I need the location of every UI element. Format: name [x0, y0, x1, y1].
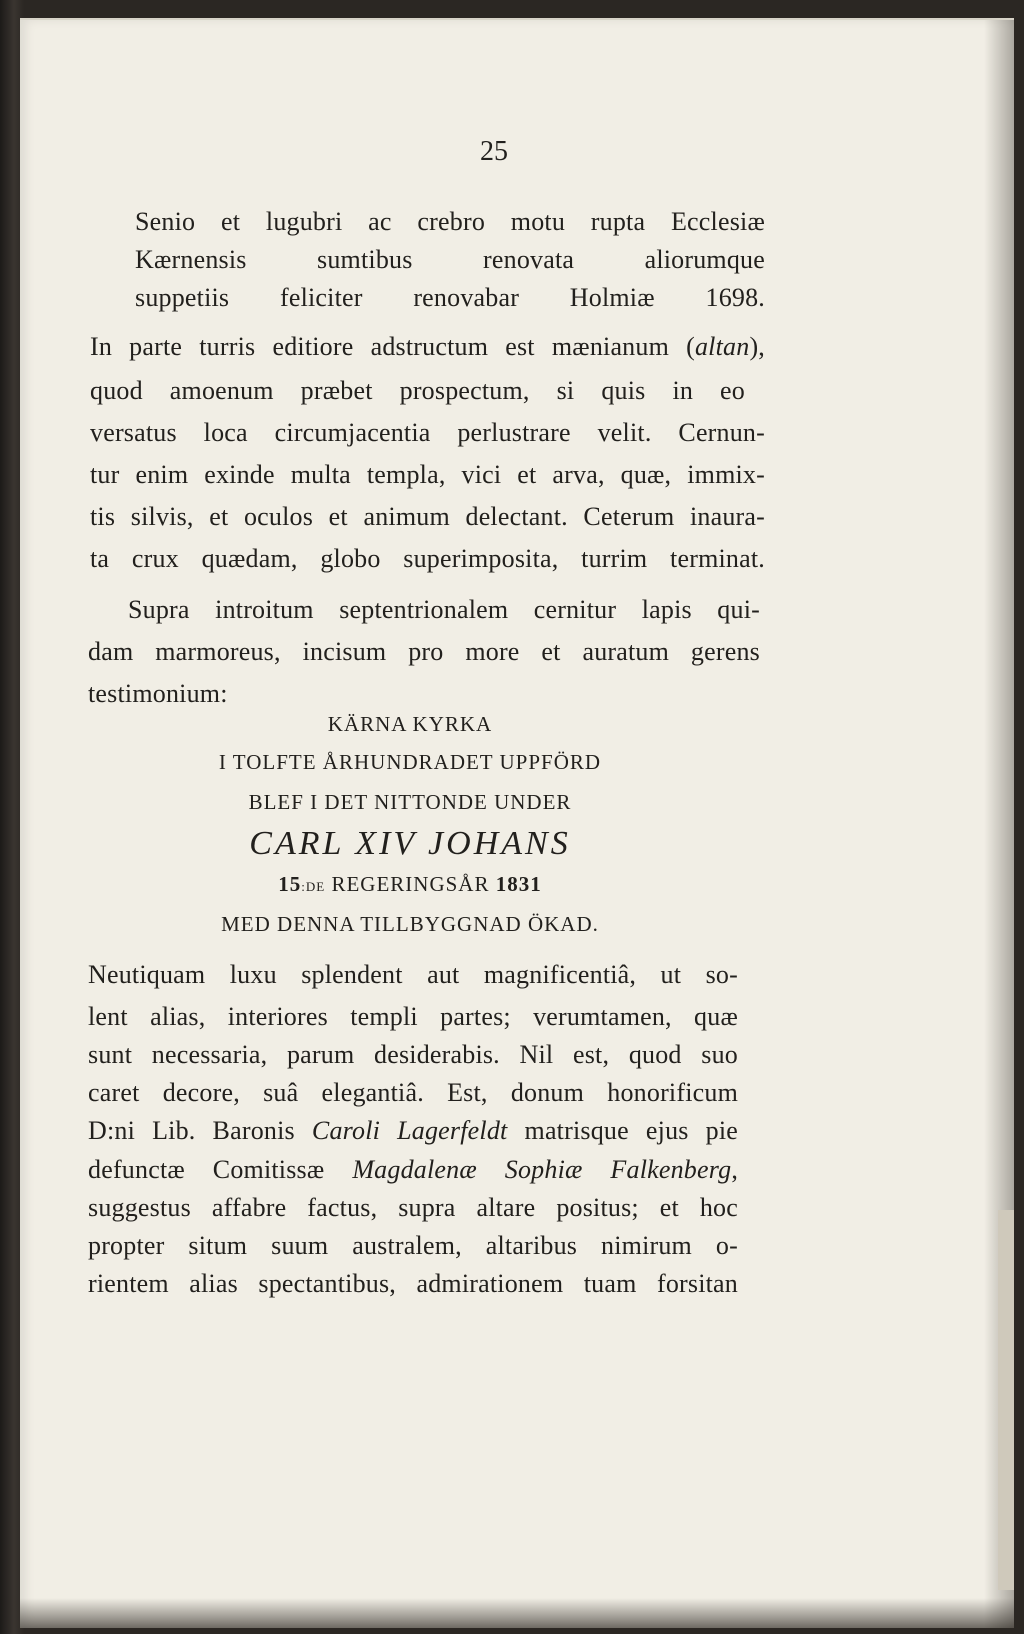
paragraph4-line: sunt necessaria, parum desiderabis. Nil est, quod suo	[88, 1040, 738, 1069]
paragraph3-line: Supra introitum septentrionalem cernitur lapis qui-	[128, 595, 760, 624]
inscription-king-name: CARL XIV JOHANS	[249, 825, 571, 862]
paragraph4-line: caret decore, suâ elegantiâ. Est, donum honorificum	[88, 1078, 738, 1107]
inscription-line: BLEF I DET NITTONDE UNDER	[248, 790, 572, 814]
paragraph1-line: suppetiis feliciter renovabar Holmiæ 1698.	[135, 283, 765, 312]
italic-name: Caroli Lagerfeldt	[311, 1116, 508, 1145]
inscription-line: KÄRNA KYRKA	[327, 712, 493, 736]
paragraph1-line: Senio et lugubri ac crebro motu rupta Ecclesiæ	[135, 207, 765, 236]
paragraph4-line: Neutiquam luxu splendent aut magnificentiâ, ut so-	[88, 960, 738, 989]
paragraph3-line: testimonium:	[88, 679, 228, 708]
inscription-line: MED DENNA TILLBYGGNAD ÖKAD.	[221, 912, 599, 936]
page-bottom-shadow	[20, 1598, 1014, 1628]
paragraph4-line: lent alias, interiores templi partes; verumtamen, quæ	[88, 1002, 738, 1031]
inscription-line: I TOLFTE ÅRHUNDRADET UPPFÖRD	[218, 750, 602, 774]
italic-name: Magdalenæ Sophiæ Falkenberg	[352, 1155, 732, 1184]
paragraph4-line: D:ni Lib. Baronis Caroli Lagerfeldt matrisque ejus pie	[88, 1116, 739, 1145]
paragraph4-line: propter situm suum australem, altaribus nimirum o-	[88, 1231, 738, 1260]
paragraph2-line: quod amoenum præbet prospectum, si quis in eo	[90, 376, 745, 405]
page-number: 25	[480, 136, 508, 167]
paragraph2-line: versatus loca circumjacentia perlustrare velit. Cernun-	[90, 418, 765, 447]
paragraph4-line: rientem alias spectantibus, admirationem tuam forsitan	[88, 1269, 738, 1298]
paragraph2-line: tis silvis, et oculos et animum delectant. Ceterum inaura-	[90, 502, 765, 531]
page-edge-stain	[998, 1210, 1014, 1590]
italic-word: altan	[694, 332, 750, 361]
paragraph4-line: defunctæ Comitissæ Magdalenæ Sophiæ Falkenberg,	[88, 1155, 739, 1184]
paragraph4-line: suggestus affabre factus, supra altare positus; et hoc	[88, 1193, 738, 1222]
paragraph2-line: tur enim exinde multa templa, vici et arva, quæ, immix-	[90, 460, 765, 489]
paragraph3-line: dam marmoreus, incisum pro more et auratum gerens	[88, 637, 760, 666]
paragraph2-line: ta crux quædam, globo superimposita, turrim terminat.	[90, 544, 765, 573]
paragraph2-line: In parte turris editiore adstructum est mænianum (altan),	[90, 332, 765, 361]
inscription-line: 15:DE REGERINGSÅR 1831	[278, 872, 542, 896]
paragraph1-line: Kærnensis sumtibus renovata aliorumque	[135, 245, 765, 274]
